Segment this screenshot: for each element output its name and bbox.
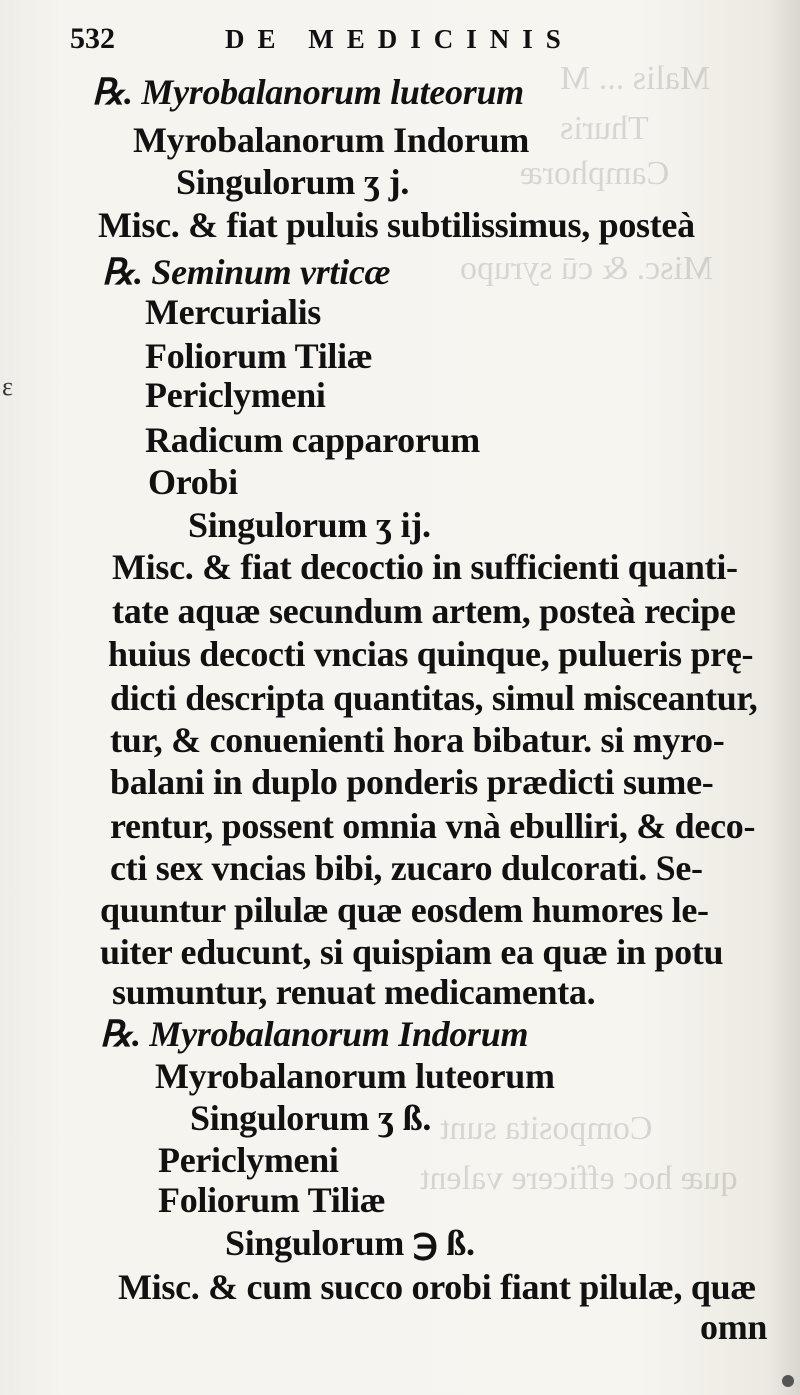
text-line: Misc. & fiat puluis subtilissimus, posteà — [98, 205, 695, 245]
text-line: tur, & conuenienti hora bibatur. si myro- — [110, 720, 725, 760]
text-line: Myrobalanorum luteorum — [155, 1056, 555, 1096]
text-line: cti sex vncias bibi, zucaro dulcorati. Se- — [110, 848, 703, 888]
text-line: huius decocti vncias quinque, pulueris prę- — [108, 634, 754, 674]
bleed-through-text: quæ hoc efficere valent — [420, 1160, 738, 1197]
bleed-through-text: Camphoræ — [520, 155, 670, 192]
corner-blot — [782, 1375, 794, 1387]
text-line: balani in duplo ponderis prædicti sume- — [110, 762, 714, 802]
text-line: ℞. Seminum vrticæ — [102, 252, 391, 292]
running-title: DE MEDICINIS — [225, 24, 574, 54]
text-line: Myrobalanorum Indorum — [133, 120, 530, 160]
text-line: uiter educunt, si quispiam ea quæ in potu — [100, 932, 724, 972]
text-line: Radicum capparorum — [145, 420, 480, 460]
text-line: Misc. & fiat decoctio in sufficienti quanti- — [112, 547, 738, 587]
text-line: Foliorum Tiliæ — [158, 1180, 386, 1220]
text-line: Periclymeni — [158, 1140, 339, 1180]
text-line: Singulorum ʒ ij. — [188, 505, 431, 545]
catchword: omn — [700, 1307, 768, 1347]
text-line: ℞. Myrobalanorum luteorum — [92, 72, 524, 112]
running-header — [70, 22, 630, 62]
text-line: Singulorum ʒ j. — [176, 162, 410, 202]
bleed-through-text: Thuris — [560, 110, 649, 147]
text-line: Mercurialis — [145, 292, 321, 332]
margin-mark: ε — [2, 372, 13, 401]
text-line: sumuntur, renuat medicamenta. — [112, 972, 596, 1012]
text-line: Singulorum ℈ ß. — [225, 1223, 475, 1263]
text-line: Singulorum ʒ ß. — [190, 1098, 432, 1138]
bleed-through-text: Malis ... M — [560, 60, 711, 97]
text-line: rentur, possent omnia vnà ebulliri, & deco- — [110, 806, 756, 846]
text-line: Foliorum Tiliæ — [145, 336, 373, 376]
bleed-through-text: Composita sunt — [440, 1110, 653, 1147]
text-line: Misc. & cum succo orobi fiant pilulæ, quæ — [118, 1267, 757, 1307]
text-line: Orobi — [148, 462, 238, 502]
text-line: Periclymeni — [145, 375, 326, 415]
bleed-through-text: Misc. & cū syrupo — [460, 250, 714, 287]
text-line: quuntur pilulæ quæ eosdem humores le- — [100, 890, 709, 930]
text-line: dicti descripta quantitas, simul misceantur, — [110, 678, 758, 718]
text-line: tate aquæ secundum artem, posteà recipe — [112, 591, 736, 631]
text-line: ℞. Myrobalanorum Indorum — [100, 1014, 529, 1054]
page-number: 532 — [70, 22, 115, 55]
